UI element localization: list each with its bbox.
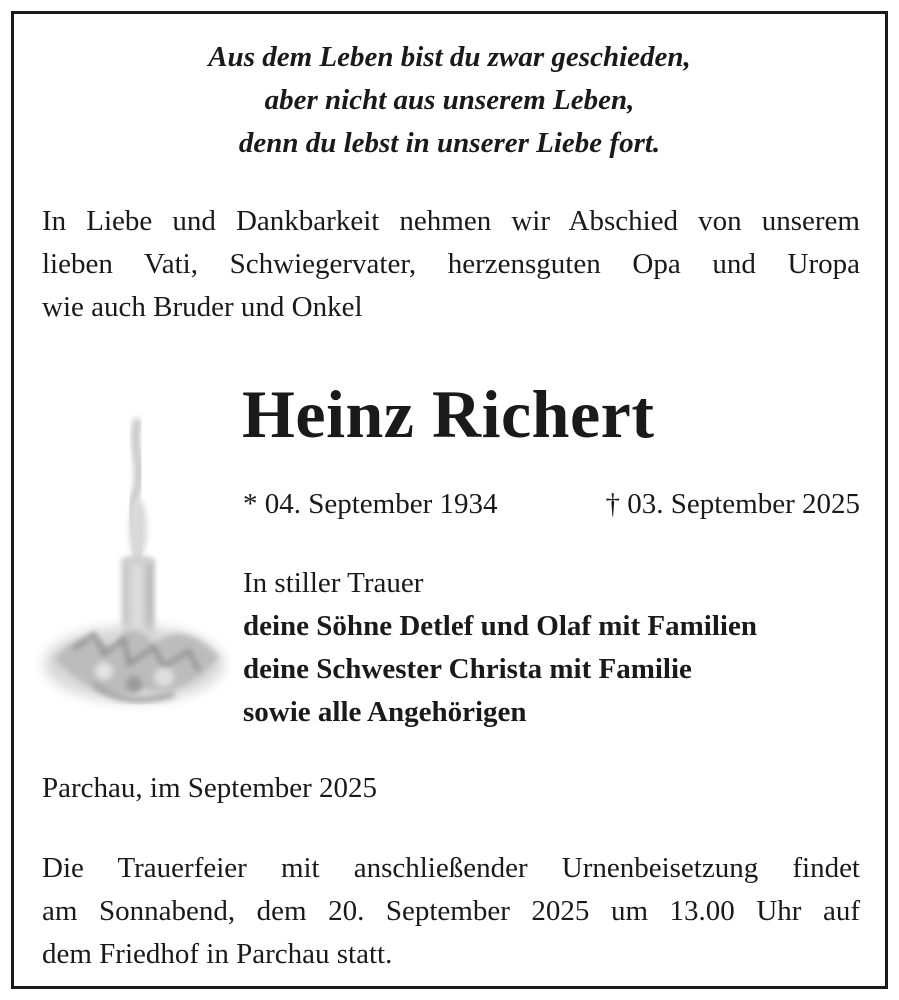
intro-line-3: wie auch Bruder und Onkel [42, 291, 363, 323]
verse-line-2: aber nicht aus unserem Leben, [264, 84, 635, 116]
birth-date: * 04. September 1934 [243, 488, 498, 520]
mourners-line-1: deine Söhne Detlef und Olaf mit Familien [243, 610, 757, 642]
life-dates [243, 484, 860, 524]
intro-line-2: lieben Vati, Schwiegervater, herzensguten Opa und Uropa [42, 248, 860, 280]
mourners-line-2: deine Schwester Christa mit Familie [243, 653, 692, 685]
memorial-verse [14, 36, 885, 165]
mourners-heading: In stiller Trauer [243, 567, 424, 599]
farewell-intro [42, 200, 860, 329]
service-line-3: dem Friedhof in Parchau statt. [42, 938, 393, 970]
verse-line-3: denn du lebst in unserer Liebe fort. [238, 127, 661, 159]
mourners-line-3: sowie alle Angehörigen [243, 696, 527, 728]
service-line-2: am Sonnabend, dem 20. September 2025 um 13.00 Uhr auf [42, 895, 860, 927]
death-date: † 03. September 2025 [605, 488, 860, 520]
funeral-service-info [42, 847, 860, 976]
place-and-date: Parchau, im September 2025 [42, 772, 378, 804]
obituary-frame [11, 11, 888, 989]
candle-icon [34, 409, 234, 729]
intro-line-1: In Liebe und Dankbarkeit nehmen wir Abschied von unserem [42, 205, 860, 237]
mourners-block [243, 562, 757, 734]
verse-line-1: Aus dem Leben bist du zwar geschieden, [208, 41, 691, 73]
deceased-name: Heinz Richert [242, 376, 655, 452]
service-line-1: Die Trauerfeier mit anschließender Urnenbeisetzung findet [42, 852, 860, 884]
